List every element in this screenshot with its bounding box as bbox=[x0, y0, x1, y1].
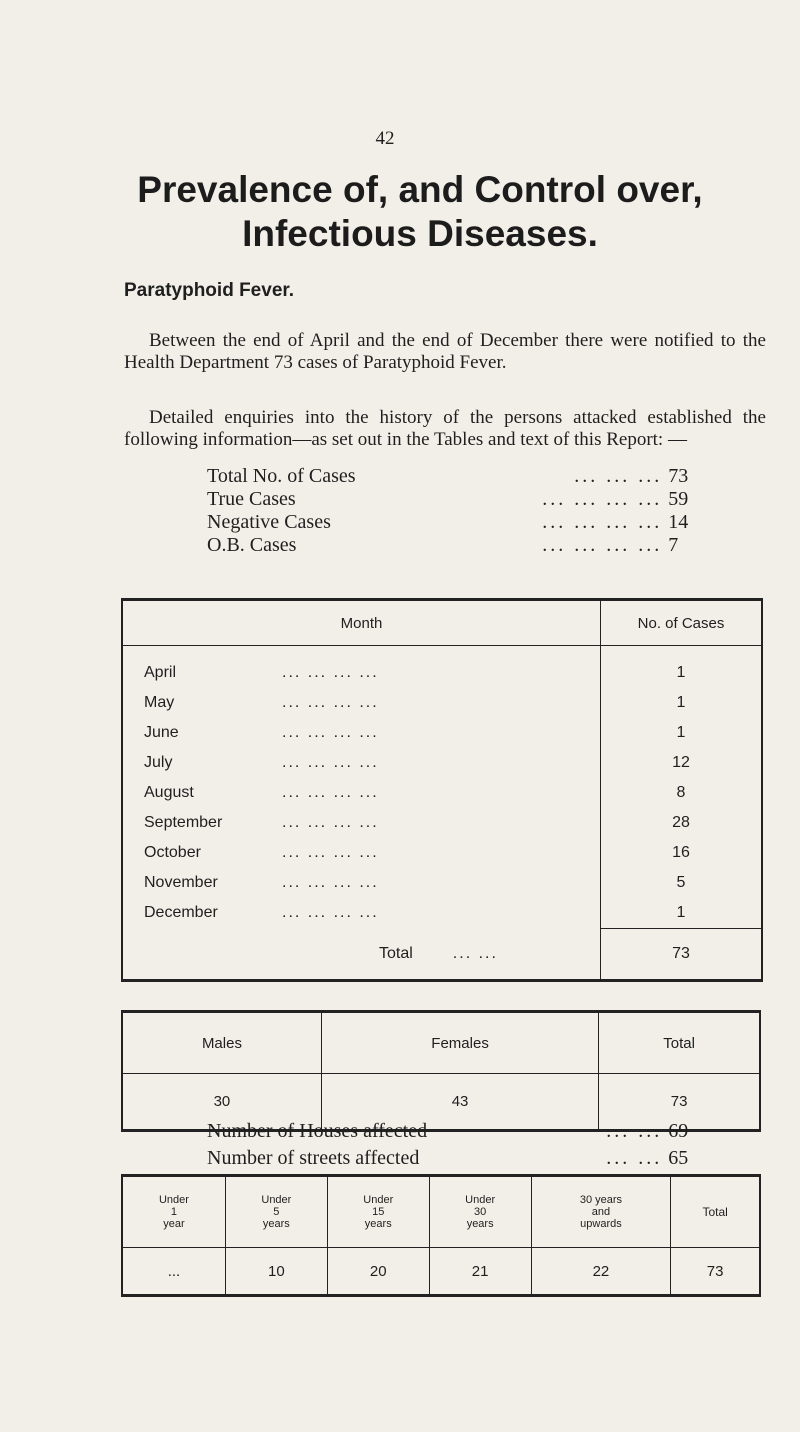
leader-dots: ... ... ... ... bbox=[542, 488, 663, 510]
cases-cell: 1 bbox=[676, 904, 686, 921]
age-value-30-upwards: 22 bbox=[531, 1248, 671, 1296]
table-row bbox=[122, 718, 762, 748]
month-cell bbox=[122, 718, 601, 748]
month-name: October bbox=[144, 844, 201, 861]
cases-cell: 28 bbox=[672, 814, 690, 831]
cases-cell: 1 bbox=[676, 724, 686, 741]
page-number: 42 bbox=[375, 128, 395, 149]
females-value: 43 bbox=[321, 1074, 598, 1131]
leader-dots: ... ... ... ... bbox=[282, 784, 379, 801]
month-name: December bbox=[144, 904, 218, 922]
total-row bbox=[122, 929, 762, 981]
cases-cell: 16 bbox=[672, 844, 690, 861]
leader-dots: ... ... ... ... bbox=[282, 724, 379, 741]
header-line: Under bbox=[261, 1194, 292, 1206]
age-header-under-15 bbox=[327, 1176, 429, 1248]
leader-dots: ... ... ... ... bbox=[282, 754, 379, 771]
month-cell bbox=[122, 646, 601, 689]
paragraph-enquiries: Detailed enquiries into the history of the persons attacked established the following information—as set out in the Tables and text of this Report: — bbox=[124, 407, 766, 450]
cases-cell: 1 bbox=[676, 664, 686, 681]
table-header-row bbox=[122, 600, 762, 646]
case-summary-list bbox=[207, 465, 707, 557]
age-header-total: Total bbox=[671, 1176, 760, 1248]
summary-value: 65 bbox=[668, 1147, 689, 1169]
header-line: Under bbox=[465, 1194, 496, 1206]
leader-dots: ... ... ... ... bbox=[542, 511, 663, 533]
table-row bbox=[122, 838, 762, 868]
summary-label: O.B. Cases bbox=[207, 534, 297, 556]
total-label: Total bbox=[379, 944, 413, 962]
summary-label: True Cases bbox=[207, 488, 296, 510]
summary-value: 7 bbox=[668, 534, 679, 556]
leader-dots: ... ... ... ... bbox=[282, 814, 379, 831]
month-header: Month bbox=[122, 600, 601, 646]
header-line: and bbox=[591, 1206, 611, 1218]
header-line: upwards bbox=[580, 1218, 622, 1230]
month-name: July bbox=[144, 754, 173, 771]
table-row bbox=[122, 808, 762, 838]
summary-value: 69 bbox=[668, 1120, 689, 1142]
cases-by-sex-table bbox=[121, 1010, 761, 1132]
header-line: 1 bbox=[170, 1206, 178, 1218]
summary-label: Negative Cases bbox=[207, 511, 331, 533]
total-header: Total bbox=[599, 1012, 760, 1074]
summary-row-total bbox=[207, 465, 707, 488]
summary-value: 14 bbox=[668, 511, 689, 533]
month-cell bbox=[122, 688, 601, 718]
leader-dots: ... ... bbox=[606, 1147, 663, 1169]
summary-row-true bbox=[207, 488, 707, 511]
leader-dots: ... ... ... ... bbox=[542, 534, 663, 556]
leader-dots: ... ... ... ... bbox=[282, 844, 379, 861]
age-value-total: 73 bbox=[671, 1248, 760, 1296]
age-value-under-1: ... bbox=[122, 1248, 225, 1296]
table-row bbox=[122, 898, 762, 929]
month-cell bbox=[122, 838, 601, 868]
males-value: 30 bbox=[122, 1074, 321, 1131]
header-line: 30 years bbox=[579, 1194, 623, 1206]
summary-row-houses bbox=[207, 1118, 707, 1145]
month-cell bbox=[122, 778, 601, 808]
header-line: years bbox=[466, 1218, 494, 1230]
cases-cell: 12 bbox=[672, 754, 690, 771]
month-name: September bbox=[144, 814, 223, 831]
header-line: 30 bbox=[474, 1206, 487, 1218]
table-row bbox=[122, 1248, 760, 1296]
cases-cell: 8 bbox=[676, 784, 686, 801]
header-line: years bbox=[262, 1218, 290, 1230]
month-name: May bbox=[144, 694, 175, 711]
header-line: years bbox=[364, 1218, 392, 1230]
month-name: June bbox=[144, 724, 179, 741]
month-cell bbox=[122, 748, 601, 778]
age-header-under-1 bbox=[122, 1176, 225, 1248]
month-cell bbox=[122, 898, 601, 929]
age-header-30-upwards bbox=[531, 1176, 671, 1248]
leader-dots: ... ... ... ... bbox=[282, 664, 379, 681]
cases-by-month-table bbox=[121, 598, 763, 982]
males-header: Males bbox=[122, 1012, 321, 1074]
total-value: 73 bbox=[599, 1074, 760, 1131]
leader-dots: ... ... ... ... bbox=[282, 694, 379, 711]
females-header: Females bbox=[321, 1012, 598, 1074]
table-row bbox=[122, 688, 762, 718]
table-row bbox=[122, 748, 762, 778]
table-row bbox=[122, 778, 762, 808]
age-value-under-15: 20 bbox=[327, 1248, 429, 1296]
leader-dots: ... ... bbox=[452, 944, 498, 962]
table-header-row bbox=[122, 1176, 760, 1248]
cases-by-age-table bbox=[121, 1174, 761, 1297]
month-name: November bbox=[144, 874, 218, 891]
summary-value: 73 bbox=[668, 465, 689, 487]
cases-header: No. of Cases bbox=[601, 600, 763, 646]
table-row bbox=[122, 868, 762, 898]
section-heading: Paratyphoid Fever. bbox=[124, 280, 295, 301]
leader-dots: ... ... ... ... bbox=[282, 904, 379, 922]
month-cell bbox=[122, 808, 601, 838]
age-value-under-5: 10 bbox=[225, 1248, 327, 1296]
summary-row-ob bbox=[207, 534, 707, 557]
summary-row-negative bbox=[207, 511, 707, 534]
month-name: August bbox=[144, 784, 194, 801]
age-header-under-30 bbox=[429, 1176, 531, 1248]
cases-cell: 5 bbox=[676, 874, 686, 891]
table-header-row bbox=[122, 1012, 760, 1074]
header-line: Under bbox=[158, 1194, 189, 1206]
page-title: Prevalence of, and Control over, Infectious Diseases. bbox=[137, 169, 703, 254]
table-row bbox=[122, 646, 762, 689]
leader-dots: ... ... ... bbox=[574, 465, 663, 487]
total-cases-cell: 73 bbox=[601, 929, 763, 981]
cases-cell: 1 bbox=[676, 694, 686, 711]
age-value-under-30: 21 bbox=[429, 1248, 531, 1296]
houses-summary-list bbox=[207, 1118, 707, 1172]
paragraph-notification: Between the end of April and the end of December there were notified to the Health Department 73 cases of Paratyphoid Fever. bbox=[124, 330, 766, 373]
header-line: 5 bbox=[273, 1206, 280, 1218]
summary-label: Number of streets affected bbox=[207, 1147, 420, 1169]
summary-label: Number of Houses affected bbox=[207, 1120, 428, 1142]
summary-label: Total No. of Cases bbox=[207, 465, 356, 487]
month-cell bbox=[122, 868, 601, 898]
summary-value: 59 bbox=[668, 488, 689, 510]
header-line: Under bbox=[363, 1194, 394, 1206]
summary-row-streets bbox=[207, 1145, 707, 1172]
leader-dots: ... ... bbox=[606, 1120, 663, 1142]
header-line: year bbox=[163, 1218, 185, 1230]
header-line: 15 bbox=[372, 1206, 385, 1218]
total-label-cell bbox=[122, 929, 601, 981]
leader-dots: ... ... ... ... bbox=[282, 874, 379, 891]
age-header-under-5 bbox=[225, 1176, 327, 1248]
month-name: April bbox=[144, 664, 177, 681]
